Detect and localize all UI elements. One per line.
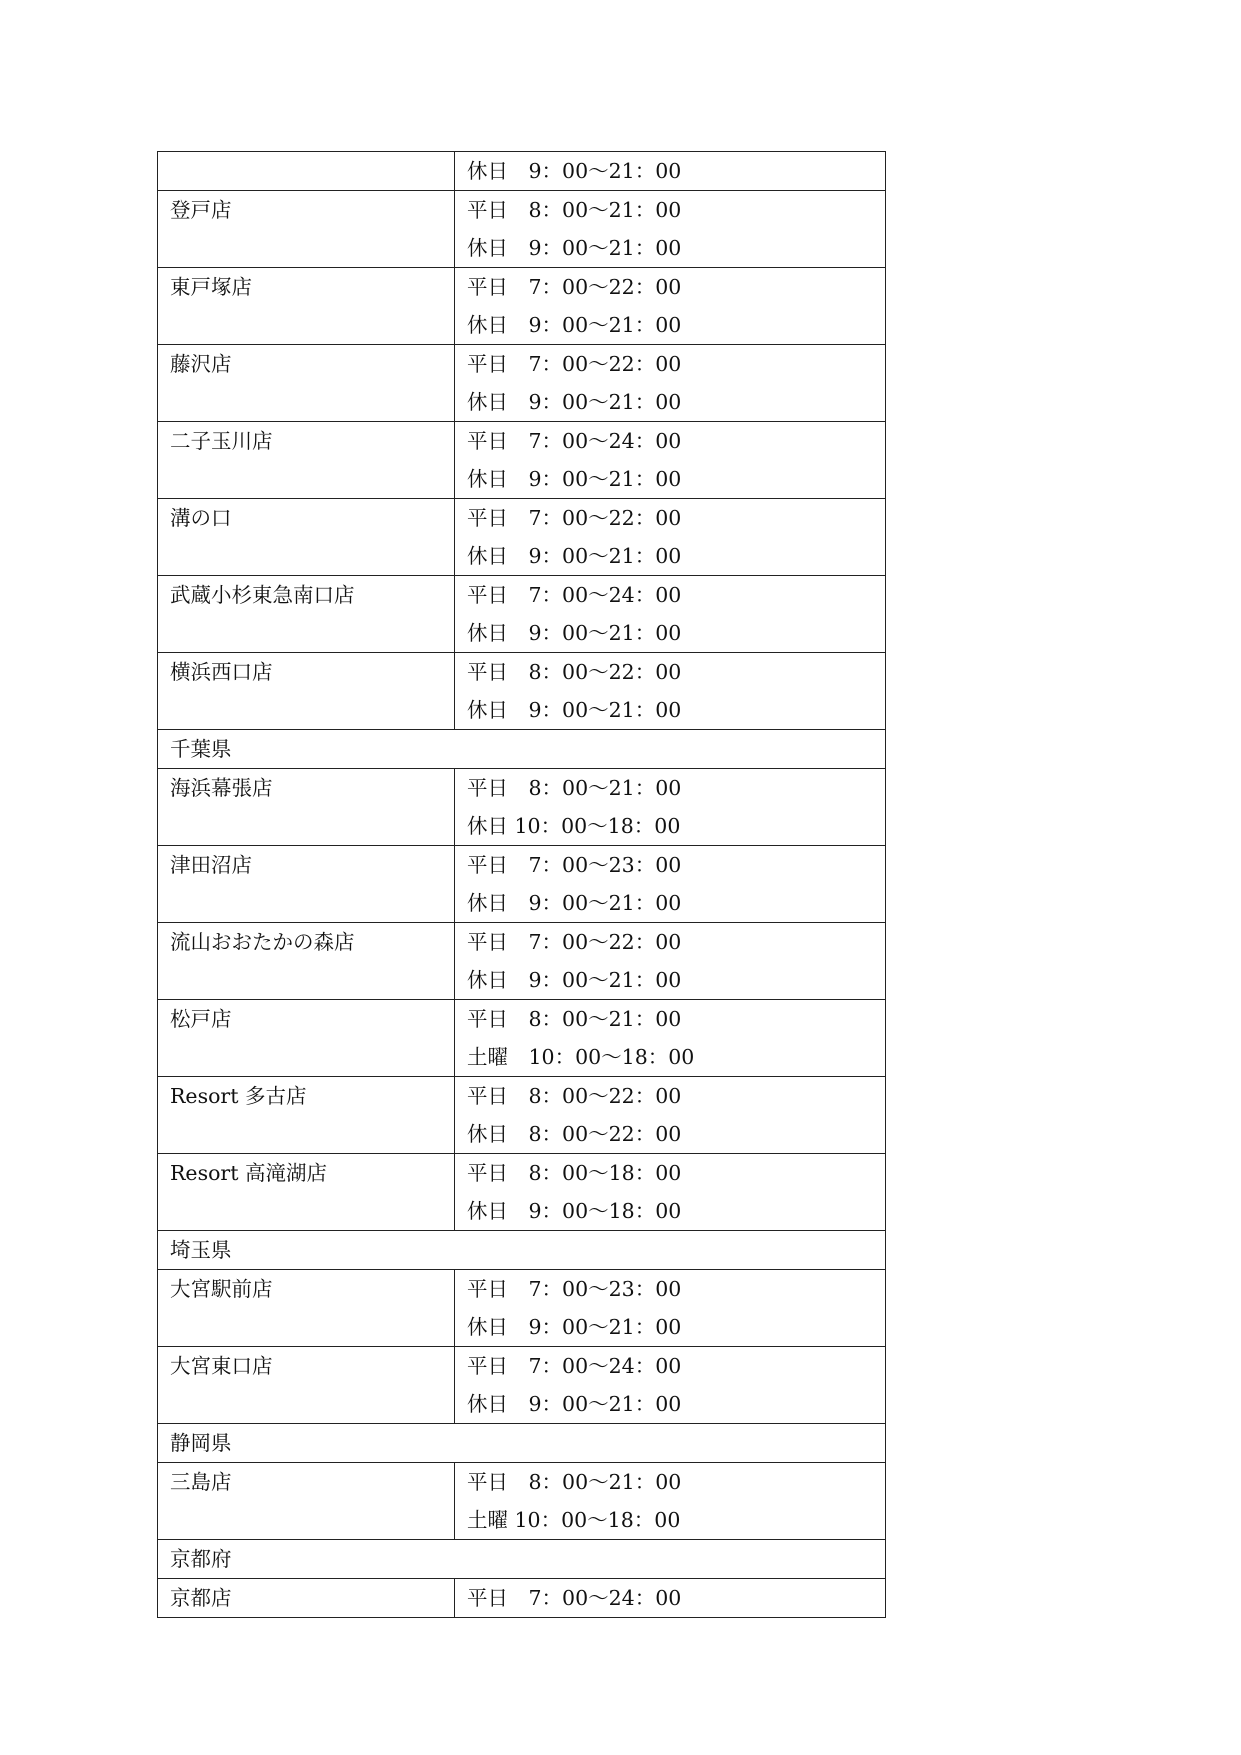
store-hours [455, 1347, 886, 1424]
store-hours [455, 576, 886, 653]
region-header-row [158, 1540, 886, 1579]
store-name: 大宮駅前店 [158, 1270, 455, 1347]
store-row [158, 576, 886, 653]
hours-line: 休日 9：00〜21：00 [467, 467, 682, 491]
store-hours [455, 152, 886, 191]
store-row [158, 191, 886, 268]
store-name: 武蔵小杉東急南口店 [158, 576, 455, 653]
hours-line: 休日 9：00〜21：00 [467, 390, 682, 414]
store-hours [455, 1579, 886, 1618]
store-name: Resort 高滝湖店 [158, 1154, 455, 1231]
hours-line: 休日 9：00〜21：00 [467, 544, 682, 568]
store-hours [455, 1154, 886, 1231]
hours-line: 平日 7：00〜22：00 [467, 352, 682, 376]
store-hours [455, 846, 886, 923]
store-row [158, 345, 886, 422]
hours-line: 平日 7：00〜23：00 [467, 1277, 682, 1301]
store-hours [455, 422, 886, 499]
hours-line: 土曜 10：00〜18：00 [467, 1045, 695, 1069]
store-name: 東戸塚店 [158, 268, 455, 345]
hours-line: 休日 9：00〜21：00 [467, 1315, 682, 1339]
hours-line: 平日 7：00〜22：00 [467, 930, 682, 954]
store-name: 藤沢店 [158, 345, 455, 422]
store-name: 三島店 [158, 1463, 455, 1540]
store-hours-table [157, 151, 886, 1618]
store-row [158, 1154, 886, 1231]
hours-line: 平日 8：00〜21：00 [467, 198, 682, 222]
hours-line: 土曜 10：00〜18：00 [467, 1508, 681, 1532]
hours-line: 休日 9：00〜21：00 [467, 236, 682, 260]
hours-line: 平日 8：00〜22：00 [467, 1084, 682, 1108]
region-name: 埼玉県 [158, 1231, 886, 1270]
store-hours [455, 1270, 886, 1347]
store-row [158, 769, 886, 846]
region-header-row [158, 730, 886, 769]
store-name: 登戸店 [158, 191, 455, 268]
store-name [158, 152, 455, 191]
hours-line: 休日 9：00〜21：00 [467, 313, 682, 337]
store-row [158, 1463, 886, 1540]
store-name: 流山おおたかの森店 [158, 923, 455, 1000]
hours-line: 休日 9：00〜21：00 [467, 698, 682, 722]
region-header-row [158, 1231, 886, 1270]
store-hours [455, 191, 886, 268]
store-row [158, 152, 886, 191]
hours-line: 休日 9：00〜21：00 [467, 1392, 682, 1416]
store-row [158, 499, 886, 576]
store-row [158, 1270, 886, 1347]
store-hours [455, 1000, 886, 1077]
hours-line: 平日 8：00〜18：00 [467, 1161, 682, 1185]
store-hours [455, 1463, 886, 1540]
hours-line: 平日 8：00〜21：00 [467, 1470, 682, 1494]
hours-line: 平日 7：00〜22：00 [467, 506, 682, 530]
store-hours [455, 268, 886, 345]
hours-line: 休日 8：00〜22：00 [467, 1122, 682, 1146]
store-name: 海浜幕張店 [158, 769, 455, 846]
store-row [158, 653, 886, 730]
hours-line: 休日 10：00〜18：00 [467, 814, 681, 838]
store-name: 横浜西口店 [158, 653, 455, 730]
store-row [158, 1077, 886, 1154]
store-name: 京都店 [158, 1579, 455, 1618]
store-hours [455, 923, 886, 1000]
store-hours [455, 769, 886, 846]
hours-line: 休日 9：00〜18：00 [467, 1199, 682, 1223]
hours-line: 休日 9：00〜21：00 [467, 968, 682, 992]
hours-line: 平日 7：00〜22：00 [467, 275, 682, 299]
region-name: 京都府 [158, 1540, 886, 1579]
hours-line: 平日 7：00〜24：00 [467, 1586, 682, 1610]
store-row [158, 846, 886, 923]
store-name: 二子玉川店 [158, 422, 455, 499]
region-name: 千葉県 [158, 730, 886, 769]
store-row [158, 1347, 886, 1424]
store-hours [455, 1077, 886, 1154]
store-hours [455, 499, 886, 576]
hours-line: 平日 7：00〜24：00 [467, 583, 682, 607]
hours-line: 平日 8：00〜22：00 [467, 660, 682, 684]
store-name: Resort 多古店 [158, 1077, 455, 1154]
hours-line: 平日 8：00〜21：00 [467, 1007, 682, 1031]
store-name: 溝の口 [158, 499, 455, 576]
hours-line: 平日 7：00〜23：00 [467, 853, 682, 877]
store-row [158, 1000, 886, 1077]
store-name: 大宮東口店 [158, 1347, 455, 1424]
hours-line: 平日 7：00〜24：00 [467, 1354, 682, 1378]
store-name: 津田沼店 [158, 846, 455, 923]
store-row [158, 268, 886, 345]
store-hours [455, 653, 886, 730]
store-name: 松戸店 [158, 1000, 455, 1077]
store-hours [455, 345, 886, 422]
store-row [158, 1579, 886, 1618]
hours-line: 休日 9：00〜21：00 [467, 159, 682, 183]
region-name: 静岡県 [158, 1424, 886, 1463]
hours-line: 平日 7：00〜24：00 [467, 429, 682, 453]
hours-line: 休日 9：00〜21：00 [467, 621, 682, 645]
hours-line: 平日 8：00〜21：00 [467, 776, 682, 800]
store-row [158, 422, 886, 499]
region-header-row [158, 1424, 886, 1463]
store-row [158, 923, 886, 1000]
hours-line: 休日 9：00〜21：00 [467, 891, 682, 915]
